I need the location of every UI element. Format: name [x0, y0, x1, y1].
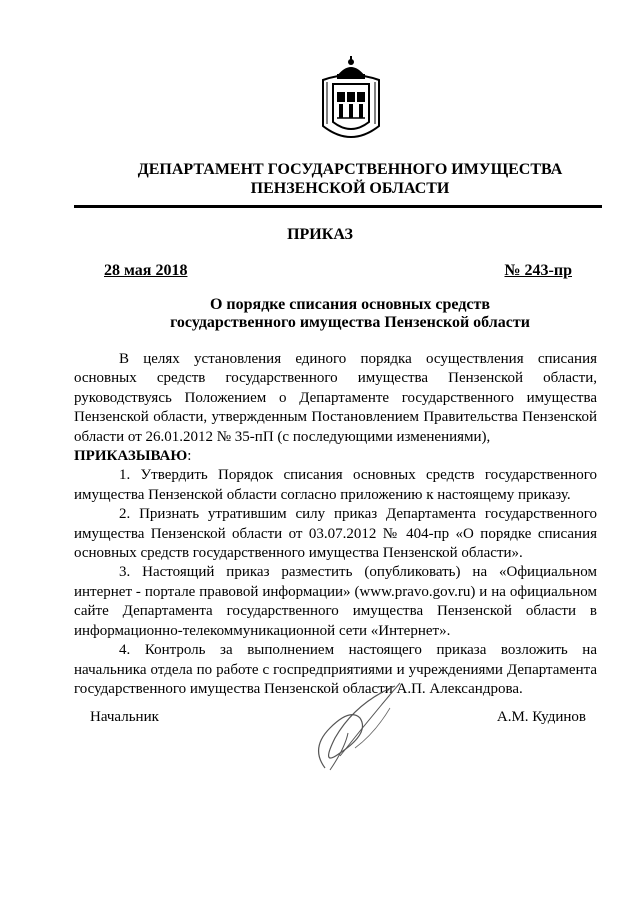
order-number: № 243-пр — [504, 262, 572, 279]
department-line-1: ДЕПАРТАМЕНТ ГОСУДАРСТВЕННОГО ИМУЩЕСТВА — [137, 161, 563, 178]
order-item-3: 3. Настоящий приказ разместить (опубликовать) на «Официальном интернет - портале правовой информации» (www.pravo.gov.ru) и на официальном сайте Департамента государственного имущества Пензенской области в информационно-телекоммуникационной сети «Интернет». — [74, 564, 597, 639]
department-name — [60, 160, 640, 198]
order-item-4: 4. Контроль за выполнением настоящего приказа возложить на начальника отдела по работе с госпредприятиями и учреждениями Департамента государственного имущества Пензенской области А.П. Александрова. — [74, 642, 597, 697]
order-body — [74, 350, 597, 699]
signatory-name: А.М. Кудинов — [496, 709, 586, 725]
subject-line-2: государственного имущества Пензенской области — [170, 314, 530, 331]
coat-of-arms-icon — [317, 56, 385, 148]
order-word: ПРИКАЗЫВАЮ — [74, 448, 188, 465]
order-word-paragraph — [74, 447, 597, 466]
department-line-2: ПЕНЗЕНСКОЙ ОБЛАСТИ — [250, 180, 450, 197]
order-subject — [60, 296, 640, 332]
order-word-suffix: : — [187, 448, 192, 465]
header-divider — [74, 205, 602, 208]
order-date: 28 мая 2018 — [104, 262, 188, 279]
subject-line-1: О порядке списания основных средств — [209, 296, 491, 313]
document-title: ПРИКАЗ — [287, 226, 353, 243]
signature-icon — [300, 678, 410, 778]
order-item-1: 1. Утвердить Порядок списания основных средств государственного имущества Пензенской области согласно приложению к настоящему приказу. — [74, 467, 597, 503]
order-item-2: 2. Признать утратившим силу приказ Департамента государственного имущества Пензенской области от 03.07.2012 № 404-пр «О порядке списания основных средств государственного имущества Пензенской области». — [74, 506, 597, 562]
signatory-position: Начальник — [90, 709, 159, 725]
preamble-paragraph: В целях установления единого порядка осуществления списания основных средств государственного имущества Пензенской области, руководствуясь Положением о Департаменте государственного имущества Пензенской области, утвержденным Постановлением Правительства Пензенской области от 26.01.2012 № 35-пП (с последующими изменениями), — [74, 351, 597, 445]
